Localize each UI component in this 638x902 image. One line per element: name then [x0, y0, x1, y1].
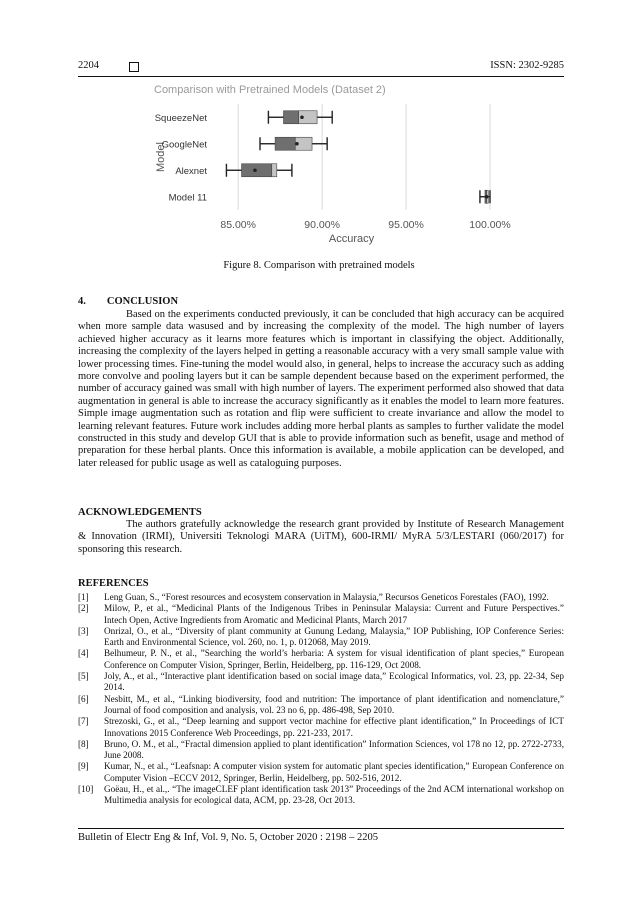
reference-item — [78, 671, 564, 694]
acknowledgements-heading: ACKNOWLEDGEMENTS — [78, 507, 202, 518]
reference-item — [78, 648, 564, 671]
acknowledgements-paragraph: The authors gratefully acknowledge the research grant provided by Institute of Research Management & Innovation (IRMI), Universiti Teknologi MARA (UiTM), 600-IRMI/ MyRA 5/3/LESTARI (060/2017) for sponsoring this research. — [78, 519, 564, 555]
box-lower — [275, 137, 295, 150]
reference-text: Onrizal, O., et al., “Diversity of plant community at Gunung Ledang, Malaysia,” IOP Publishing, IOP Conference Series: Earth and Environmental Science, vol. 260, no. 1, p. 012068, May 2019. — [104, 625, 564, 648]
figure-caption: Figure 8. Comparison with pretrained models — [223, 260, 415, 271]
footer: Bulletin of Electr Eng & Inf, Vol. 9, No. 5, October 2020 : 2198 – 2205 — [78, 832, 378, 843]
reference-text: Strezoski, G., et al., “Deep learning and support vector machine for effective plant identification,” In Proceedings of ICT Innovations 2015 Conference Web Proceedings, pp. 221-233, 2017. — [104, 716, 564, 738]
reference-item — [78, 761, 564, 784]
reference-number: [8] — [78, 738, 89, 749]
footer-rule — [78, 828, 564, 829]
reference-text: Kumar, N., et al., “Leafsnap: A computer vision system for automatic plant species identification,” European Conference on Computer Vision –ECCV 2012, Springer, Berlin, Heidelberg, pp. 502-516, 2012. — [104, 761, 564, 783]
reference-list — [78, 592, 564, 807]
x-axis-label: Accuracy — [328, 233, 375, 245]
reference-text: Belhumeur, P. N., et al., ”Searching the world’s herbaria: A system for visual identification of plant species,” European Conference on Computer Vision, Springer, Berlin, Heidelberg, pp. 116-129, Oct 2008. — [104, 648, 564, 670]
conclusion-paragraph: Based on the experiments conducted previously, it can be concluded that high accuracy can be acquired when more sample data wasused and by increasing the complexity of the model. The high number of layers achieved higher accuracy as it learns more features which is important in classifying the object. Additionally, increasing the complexity of the layers helped in getting a reasonable accuracy with a very small sample value with lower processing times. Fine-tuning the model would also, in general, helps to increase the accuracy such as adding more convolve and pooling layers but it can be sample dependent because based on the experiment performed, the number of accuracy gained was small with high number of layers. The experiment performed also showed that data augmentation in general is able to increase the accuracy significantly as it enables the model to learn more features. Simple image augmentation such as rotation and flip were sufficient to create invariance and allow the model to learning relevant features. Future work includes adding more herbal plants as samples to further validate the model constructed in this study and develop GUI that is able to provide information such as benefit, usage and method of preparation for these herbal plants. Once this information is available, a mobile application can be developed, and later released for public usage as well as cataloguing purposes. — [78, 309, 564, 469]
page-header — [78, 60, 564, 76]
reference-number: [5] — [78, 671, 89, 682]
box-upper — [272, 164, 277, 177]
reference-item — [78, 694, 564, 717]
reference-item — [78, 739, 564, 762]
category-label: SqueezeNet — [154, 112, 207, 124]
reference-item — [78, 592, 564, 603]
x-tick-label: 100.00% — [469, 219, 511, 231]
reference-item — [78, 626, 564, 649]
reference-item — [78, 784, 564, 807]
category-label: Alexnet — [175, 165, 207, 177]
reference-item — [78, 716, 564, 739]
reference-text: Leng Guan, S., “Forest resources and ecosystem conservation in Malaysia,” Recursos Geneticos Forestales (FAO), 1992. — [104, 592, 549, 602]
conclusion-body — [78, 309, 564, 470]
acknowledgements-body — [78, 519, 564, 556]
reference-number: [10] — [78, 784, 94, 795]
mean-marker — [485, 195, 489, 199]
chart-title: Comparison with Pretrained Models (Dataset 2) — [154, 84, 386, 96]
category-label: Model 11 — [168, 192, 207, 204]
reference-item — [78, 603, 564, 626]
x-tick-label: 90.00% — [304, 219, 340, 231]
conclusion-heading: 4. CONCLUSION — [78, 296, 179, 307]
x-tick-label: 85.00% — [220, 219, 256, 231]
x-tick-label: 95.00% — [388, 219, 424, 231]
reference-number: [4] — [78, 648, 89, 659]
reference-number: [6] — [78, 693, 89, 704]
reference-number: [7] — [78, 716, 89, 727]
category-label: GoogleNet — [161, 139, 207, 151]
header-rule — [78, 76, 564, 77]
reference-text: Bruno, O. M., et al., “Fractal dimension applied to plant identification” Information Sciences, vol 178 no 12, pp. 2722-2733, June 2008. — [104, 738, 564, 761]
reference-text: Joly, A., et al., “Interactive plant identification based on social image data,” Ecological Informatics, vol. 23, pp. 22-34, Sep 2014. — [104, 671, 564, 693]
mean-marker — [253, 168, 257, 172]
reference-text: Milow, P., et al., “Medicinal Plants of the Indigenous Tribes in Peninsular Malaysia: Current and Future Perspectives.” Intech Open, Active Ingredients from Aromatic and Medicinal Plants, March 2017 — [104, 603, 564, 625]
reference-number: [9] — [78, 761, 89, 772]
mean-marker — [295, 142, 299, 146]
reference-number: [2] — [78, 603, 89, 614]
boxplot-chart — [150, 82, 511, 252]
reference-number: [3] — [78, 625, 89, 636]
square-icon — [129, 62, 139, 72]
page-number: 2204 — [78, 60, 99, 71]
issn: ISSN: 2302-9285 — [490, 60, 564, 71]
references-heading: REFERENCES — [78, 578, 149, 589]
mean-marker — [300, 115, 304, 119]
y-axis-label: Model — [155, 142, 167, 172]
reference-text: Goëau, H., et al.,. “The imageCLEF plant identification task 2013” Proceedings of the 2nd ACM international workshop on Multimedia analysis for ecological data, ACM, pp. 23-28, Oct 2013. — [104, 784, 564, 806]
box-lower — [284, 111, 299, 124]
reference-number: [1] — [78, 592, 89, 602]
reference-text: Nesbitt, M., et al., “Linking biodiversity, food and nutrition: The importance of plant identification and nomenclature,” Journal of food composition and analysis, vol. 23 no 6, pp. 486-498, Sep 2010. — [104, 693, 564, 715]
